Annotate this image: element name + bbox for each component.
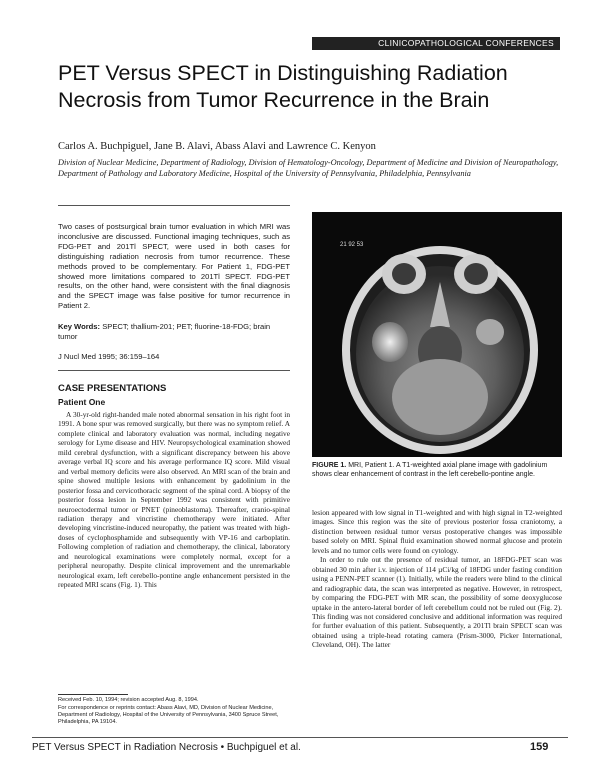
- journal-reference: J Nucl Med 1995; 36:159–164: [58, 352, 160, 361]
- left-column-body: A 30-yr-old right-handed male noted abnormal sensation in his right foot in 1991. A bone spur was removed surgically, but there was no symptom relief. A complete clinical and laboratory evaluation was normal, including negative serology for Lyme disease and HIV. Neuropsychological examination showed mild cerebral dysfunction, with a significant discrepancy between his above average verbal IQ score and his average performance IQ score. Mild visual and verbal memory deficits were also observed. An MRI scan of the brain and spine showed multiple lesions with enhancement by gadolinium in the posterior fossa and cervicothoracic segment of the spinal cord. A biopsy of the posterior fossa lesion in September 1992 was consistent with primitive neuroectodermal tumor or PNET (pineoblastoma). Thereafter, cranio-spinal radiation therapy and vincristine chemotherapy were initiated. After developing vincristine-induced neuropathy, the patient was treated with high-doses of cyclophosphamide and subsequently with VP-16 and carboplatin. Following completion of radiation and chemotherapy, the clinical, laboratory and neurological examinations were completely normal, except for a peripheral neuropathy. Despite clinical improvement and the unremarkable neurological exam, left cerebello-pontine angle enhancement persisted in the repeated MRI scans (Fig. 1). This: [58, 410, 290, 590]
- section-header-bar: [312, 37, 560, 50]
- figure-caption-text: MRI, Patient 1. A T1-weighted axial plane image with gadolinium shows clear enhancement of contrast in the left cerebello-pontine angle.: [312, 462, 548, 478]
- abstract-top-rule: [58, 205, 290, 206]
- keywords-text: SPECT; thallium-201; PET; fluorine-18-FDG; brain tumor: [58, 322, 271, 341]
- keywords: [58, 322, 290, 342]
- right-body-paragraph-1: lesion appeared with low signal in T1-weighted and with high signal in T2-weighted images. Since this region was the site of previous posterior fossa craniotomy, a distinction between residual tumor versus postoperative changes was impossible based solely on MRI. Spinal fluid examination showed normal glucose and protein levels and no tumor cells were found on cytology.: [312, 508, 562, 555]
- right-column-body: [312, 508, 562, 650]
- footnote-received: Received Feb. 10, 1994; revision accepted Aug. 8, 1994.: [58, 697, 199, 703]
- footnote-rule: [58, 694, 128, 695]
- figure-overlay-text: 21 92 53: [340, 242, 364, 248]
- running-title: PET Versus SPECT in Radiation Necrosis • Buchpiguel et al.: [32, 742, 301, 753]
- section-heading: CASE PRESENTATIONS: [58, 383, 167, 394]
- abstract-text: Two cases of postsurgical brain tumor evaluation in which MRI was inconclusive are discussed. Functional imaging techniques, such as FDG-PET and 201Tl SPECT, were used in both cases for distinguishing radiation necrosis from tumor recurrence. These methods proved to be complementary. For Patient 1, FDG-PET showed more limitations compared to 201Tl SPECT. FDG-PET results, on the other hand, were consistent with the final diagnosis and the SPECT image was false positive for tumor recurrence in Patient 2.: [58, 222, 290, 311]
- article-title: PET Versus SPECT in Distinguishing Radiation Necrosis from Tumor Recurrence in the Brain: [58, 61, 508, 112]
- author-affiliation: Division of Nuclear Medicine, Department of Radiology, Division of Hematology-Oncology, Department of Medicine and Division of Neuropathology, Department of Pathology and Laboratory Medicine, Hospital of the University of Pennsylvania, Philadelphia, Pennsylvania: [58, 158, 559, 178]
- figure-caption-label: FIGURE 1.: [312, 462, 347, 469]
- author-list: Carlos A. Buchpiguel, Jane B. Alavi, Abass Alavi and Lawrence C. Kenyon: [58, 141, 376, 152]
- footer-rule: [32, 737, 568, 738]
- page-number: 159: [530, 741, 549, 753]
- footnote-correspondence: For correspondence or reprints contact: Abass Alavi, MD, Division of Nuclear Medicine, Department of Radiology, Hospital of the University of Pennsylvania, 3400 Spruce Street, Philadelphia, PA 19104.: [58, 705, 279, 725]
- figure-caption: [312, 462, 562, 480]
- keywords-label: Key Words:: [58, 322, 101, 331]
- mri-figure-image: [312, 212, 562, 457]
- footnote: [58, 697, 290, 727]
- subsection-heading: Patient One: [58, 397, 106, 407]
- section-header-label: CLINICOPATHOLOGICAL CONFERENCES: [378, 38, 554, 48]
- mri-scan-graphic: [312, 212, 562, 457]
- right-body-paragraph-2: In order to rule out the presence of residual tumor, an 18FDG-PET scan was obtained 30 min after i.v. injection of 114 µCi/kg of 18FDG under fasting condition using a PENN-PET scanner (1). Initially, while the readers were blind to the clinical and radiographic data, the scan was interpreted as negative. However, in retrospect, by comparing the FDG-PET with MR scan, the possibility of some deoxyglucose uptake in the antero-lateral border of left cerebellum could not be ruled out (Fig. 2). This finding was not considered conclusive and additional information was required for further evaluation of this patient. Subsequently, a 201Tl brain SPECT scan was obtained using a triple-head rotating camera (Prism-3000, Picker International, Cleveland, OH). The latter: [312, 555, 562, 650]
- abstract-bottom-rule: [58, 370, 290, 371]
